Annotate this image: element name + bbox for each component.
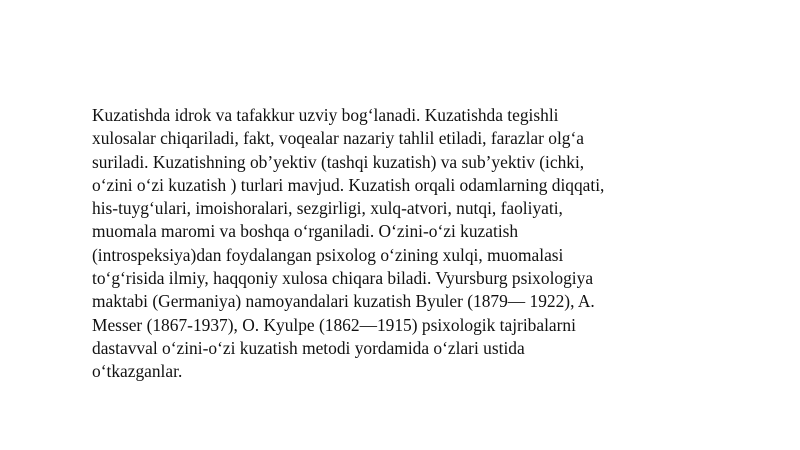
- paragraph-line: xulosalar chiqariladi, fakt, voqealar nazariy tahlil etiladi, farazlar olg‘a: [92, 128, 585, 149]
- paragraph-line: suriladi. Kuzatishning ob’yektiv (tashqi kuzatish) va sub’yektiv (ichki,: [92, 151, 585, 172]
- paragraph-line: Kuzatishda idrok va tafakkur uzviy bog‘lanadi. Kuzatishda tegishli: [92, 105, 559, 125]
- paragraph-line: to‘g‘risida ilmiy, haqqoniy xulosa chiqara biladi. Vyursburg psixologiya: [92, 268, 594, 289]
- paragraph-line: o‘tkazganlar.: [92, 361, 183, 382]
- paragraph-line: his-tuyg‘ulari, imoishoralari, sezgirligi, xulq-atvori, nutqi, faoliyati,: [92, 198, 563, 219]
- paragraph-line: Messer (1867-1937), O. Kyulpe (1862—1915) psixologik tajribalarni: [92, 314, 576, 335]
- paragraph-line: (introspeksiya)dan foydalangan psixolog o‘zining xulqi, muomalasi: [92, 244, 564, 265]
- body-paragraph: [92, 104, 712, 384]
- paragraph-line: maktabi (Germaniya) namoyandalari kuzatish Byuler (1879— 1922), A.: [92, 291, 595, 312]
- paragraph-line: muomala maromi va boshqa o‘rganiladi. O‘zini-o‘zi kuzatish: [92, 221, 519, 242]
- paragraph-line: o‘zini o‘zi kuzatish ) turlari mavjud. Kuzatish orqali odamlarning diqqati,: [92, 174, 605, 195]
- paragraph-line: dastavval o‘zini-o‘zi kuzatish metodi yordamida o‘zlari ustida: [92, 337, 525, 358]
